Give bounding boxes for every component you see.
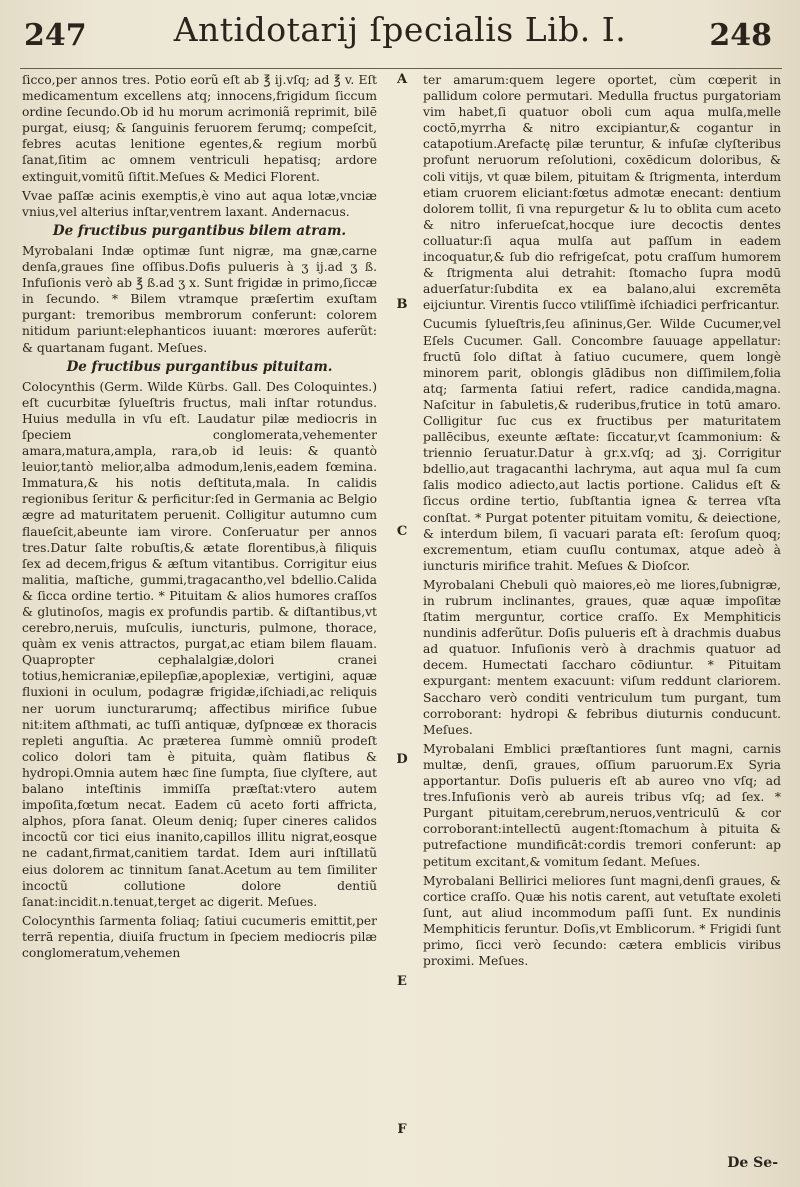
section-heading: De fructibus purgantibus bilem atram.	[52, 222, 347, 239]
margin-letter-e: E	[397, 974, 407, 989]
text-paragraph: Myrobalani Bellirici meliores ſunt magni,denſi graues, & cortice craſſo. Quæ his notis carent, aut vetuſtate exoleti ſunt, aut aliud incommodum paſſi ſunt. Ex nundinis Memphiticis feruntur. Doſis,vt Emblicorum. * Frigidi ſunt primo, ſicci verò ſecundo: cætera emblicis viribus proximi. Meſues.	[423, 873, 781, 969]
text-paragraph: Cucumis ſylueſtris,ſeu aſininus,Ger. Wilde Cucumer,vel Eſels Cucumer. Gall. Concombre ſauuage appellatur: fructū ſolo diſtat à ſatiuo cucumere, quem longè minorem parit, oblongis glādibus non diſſimilem,folia atq; ſarmenta ſatiui refert, radice candida,magna. Naſcitur in ſabuletis,& ruderibus,frutice in totū amaro. Colligitur ſuc cus ex fructibus per maturitatem pallēcibus, exeunte æſtate: ſiccatur,vt ſcammonium: & triennio ſeruatur.Datur à gr.x.vſq; ad ʒj. Corrigitur bdellio,aut tragacanthi lachryma, aut aqua mul ſa cum ſalis modico adiecto,aut lactis portione. Calidus eſt & ſiccus ordine tertio, ſubſtantia ignea & terrea vſta conſtat. * Purgat potenter pituitam vomitu, & deiectione, & interdum bilem, ſi vacuari parata eſt: ſeroſum quoq; excrementum, etiam cuuſlu contumax, atque adeò à iuncturis mirifice trahit. Meſues & Dioſcor.	[423, 317, 781, 573]
running-title: Antidotarij ſpecialis Lib. I.	[173, 10, 627, 49]
catchword: De Se-	[727, 1155, 778, 1171]
section-heading: De fructibus purgantibus pituitam.	[66, 358, 333, 375]
text-paragraph: Myrobalani Chebuli quò maiores,eò me liores,ſubnigræ, in rubrum inclinantes, graues, quæ aquæ impoſitæ ſtatim merguntur, cortice craſſo. Ex Memphiticis nundinis adferũtur. Doſis pulueris eſt à drachmis duabus ad quatuor. Infuſionis verò à drachmis quatuor ad decem. Humectati ſaccharo cōdiuntur. * Pituitam expurgant: mentem exacuunt: viſum reddunt clariorem. Saccharo verò conditi ventriculum tum purgant, tum corroborant: hydropi & febribus diuturnis conducunt. Meſues.	[423, 577, 781, 737]
header-rule	[20, 68, 782, 69]
text-paragraph: Colocynthis (Germ. Wilde Kürbs. Gall. Des Coloquintes.) eſt cucurbitæ ſylueſtris fructus, mali inſtar rotundus. Huius medulla in vſu eſt. Laudatur pilæ mediocris in ſpeciem conglomerata,vehementer amara,matura,ampla, rara,ob id leuis: & quantò leuior,tantò melior,alba admodum,lenis,eadem fœmina. Immatura,& his notis deſtituta,mala. In calidis regionibus ſeritur & perficitur:ſed in Germania ac Belgio ægre ad maturitatem peruenit. Colligitur autumno cum flaueſcit,abeunte iam virore. Conſeruatur per annos tres.Datur ſalte robuſtis,& ætate florentibus,à filiquis ſex ad decem,frigus & æſtum vitantibus. Corrigitur eius malitia, maſtiche, gummi,tragacantho,vel bdellio.Calida & ſicca ordine tertio. * Pituitam & alios humores craſſos & glutinoſos, magis ex profundis partib. & diſtantibus,vt cerebro,neruis, muſculis, iuncturis, pulmone, thorace, quàm ex venis attractos, purgat,ac etiam bilem flauam. Quapropter cephalalgiæ,dolori cranei totius,hemicraniæ,epilepſiæ,apoplexiæ, vertigini, aquæ fluxioni in oculum, podagræ frigidæ,iſchiadi,ac reliquis ner uorum iuncturarumq; affectibus mirifice ſubue nit:item aſthmati, ac tuſſi antiquæ, dyſpnœæ ex thoracis repleti anguſtia. Ac præterea ſummè omniũ prodeſt colico dolori tam è pituita, quàm flatibus & hydropi.Omnia autem hæc ſine ſumpta, ſiue clyſtere, aut balano inteſtinis immiſſa præſtat:vtero autem impoſita,fœtum necat. Eadem cū aceto forti affricta, alphos, pſora ſanat. Oleum deniq; ſuper cineres calidos incoctũ cor tici eius inanito,capillos illitu nigrat,eosque ne cadant,firmat,canitiem tardat. Idem auri inſtillatũ eius dolorem ac tinnitum ſanat.Acetum au tem ſimiliter incoctũ collutione dolore dentiũ ſanat:incidit.n.tenuat,terget ac digerit. Meſues.	[22, 379, 377, 909]
margin-letter-f: F	[397, 1122, 407, 1137]
text-paragraph: Myrobalani Indæ optimæ ſunt nigræ, ma gnæ,carne denſa,graues ſine oſſibus.Dofis pulueris à ʒ ij.ad ʒ ß. Infuſionis verò ab ℥ ß.ad ʒ x. Sunt frigidæ in primo,ſiccæ in ſecundo. * Bilem vtramque præſertim exuſtam purgant: tremoribus membrorum conferunt: colorem nitidum pariunt:elephanticos iuuant: mœrores auferũt: & quartanam fugant. Meſues.	[22, 243, 377, 355]
left-page-number: 247	[24, 18, 87, 53]
text-paragraph: Vvae paſſæ acinis exemptis,è vino aut aqua lotæ,vnciæ vnius,vel alterius inſtar,ventrem laxant. Andernacus.	[22, 188, 377, 219]
right-page-number: 248	[709, 18, 772, 53]
text-paragraph: Colocynthis ſarmenta foliaq; ſatiui cucumeris emittit,per terrā repentia, diuiſa fructum in ſpeciem mediocris pilæ conglomeratum,vehemen	[22, 913, 377, 960]
left-column	[22, 72, 377, 964]
margin-letter-d: D	[396, 752, 408, 767]
text-paragraph: Myrobalani Emblici præſtantiores ſunt magni, carnis multæ, denſi, graues, oſſium paruorum.Ex Syria apportantur. Doſis pulueris eſt ab aureo vno vſq; ad tres.Infuſionis verò ab aureis tribus vſq; ad ſex. * Purgant pituitam,cerebrum,neruos,ventriculū & cor corroborant:intellectū augent:ſtomachum à pituita & putrefactione mundificāt:cordis tremori conferunt: ap petitum excitant,& vomitum ſedant. Meſues.	[423, 741, 781, 869]
running-header	[20, 8, 780, 68]
margin-letter-c: C	[396, 524, 408, 539]
text-paragraph: ſicco,per annos tres. Potio eorũ eſt ab ℥ ij.vſq; ad ℥ v. Eſt medicamentum excellens atq; innocens,frigidum ſiccum ordine ſecundo.Ob id hu morum acrimoniã reprimit, bilē purgat, eiusq; & ſanguinis feruorem ferumq; compeſcit, febres acutas lenitione egentes,& regium morbũ ſanat,ſitim ac omnem ventriculi hepatisq; ardore extinguit,vomitũ ſiſtit.Meſues & Medici Florent.	[22, 73, 377, 184]
right-column	[423, 72, 781, 972]
margin-letter-a: A	[396, 72, 408, 87]
margin-letter-b: B	[396, 297, 408, 312]
text-paragraph: ter amarum:quem legere oportet, cùm cœperit in pallidum colore permutari. Medulla fructus purgatoriam vim habet,ſi quatuor oboli cum aqua mulſa,melle coctō,myrrha & nitro excipiantur,& cogantur in catapotium.Arefactę pilæ teruntur, & infuſæ clyſteribus profunt neruorum reſolutioni, coxēdicum doloribus, & coli vitijs, vt quæ bilem, pituitam & ſtrigmenta, interdum etiam cruorem eliciant:fœtus admotæ enecant: dentium dolorem tollit, ſi vna repurgetur & lu to oblita cum aceto & nitro inferueſcat,hocque iure decoctis dentes colluatur:ſi aqua mulſa aut paſſum in eadem incoquatur,& ſub dio refrigeſcat, potu craſſum humorem & ſtrigmenta alui detrahit: ſtomacho ſupra modū aduerſatur:ſubdita ex ea balano,alui excremēta eijciuntur. Virentis ſucco vtiliſſimè iſchiadici perfricantur.	[423, 73, 781, 313]
margin-letters	[387, 72, 417, 1172]
